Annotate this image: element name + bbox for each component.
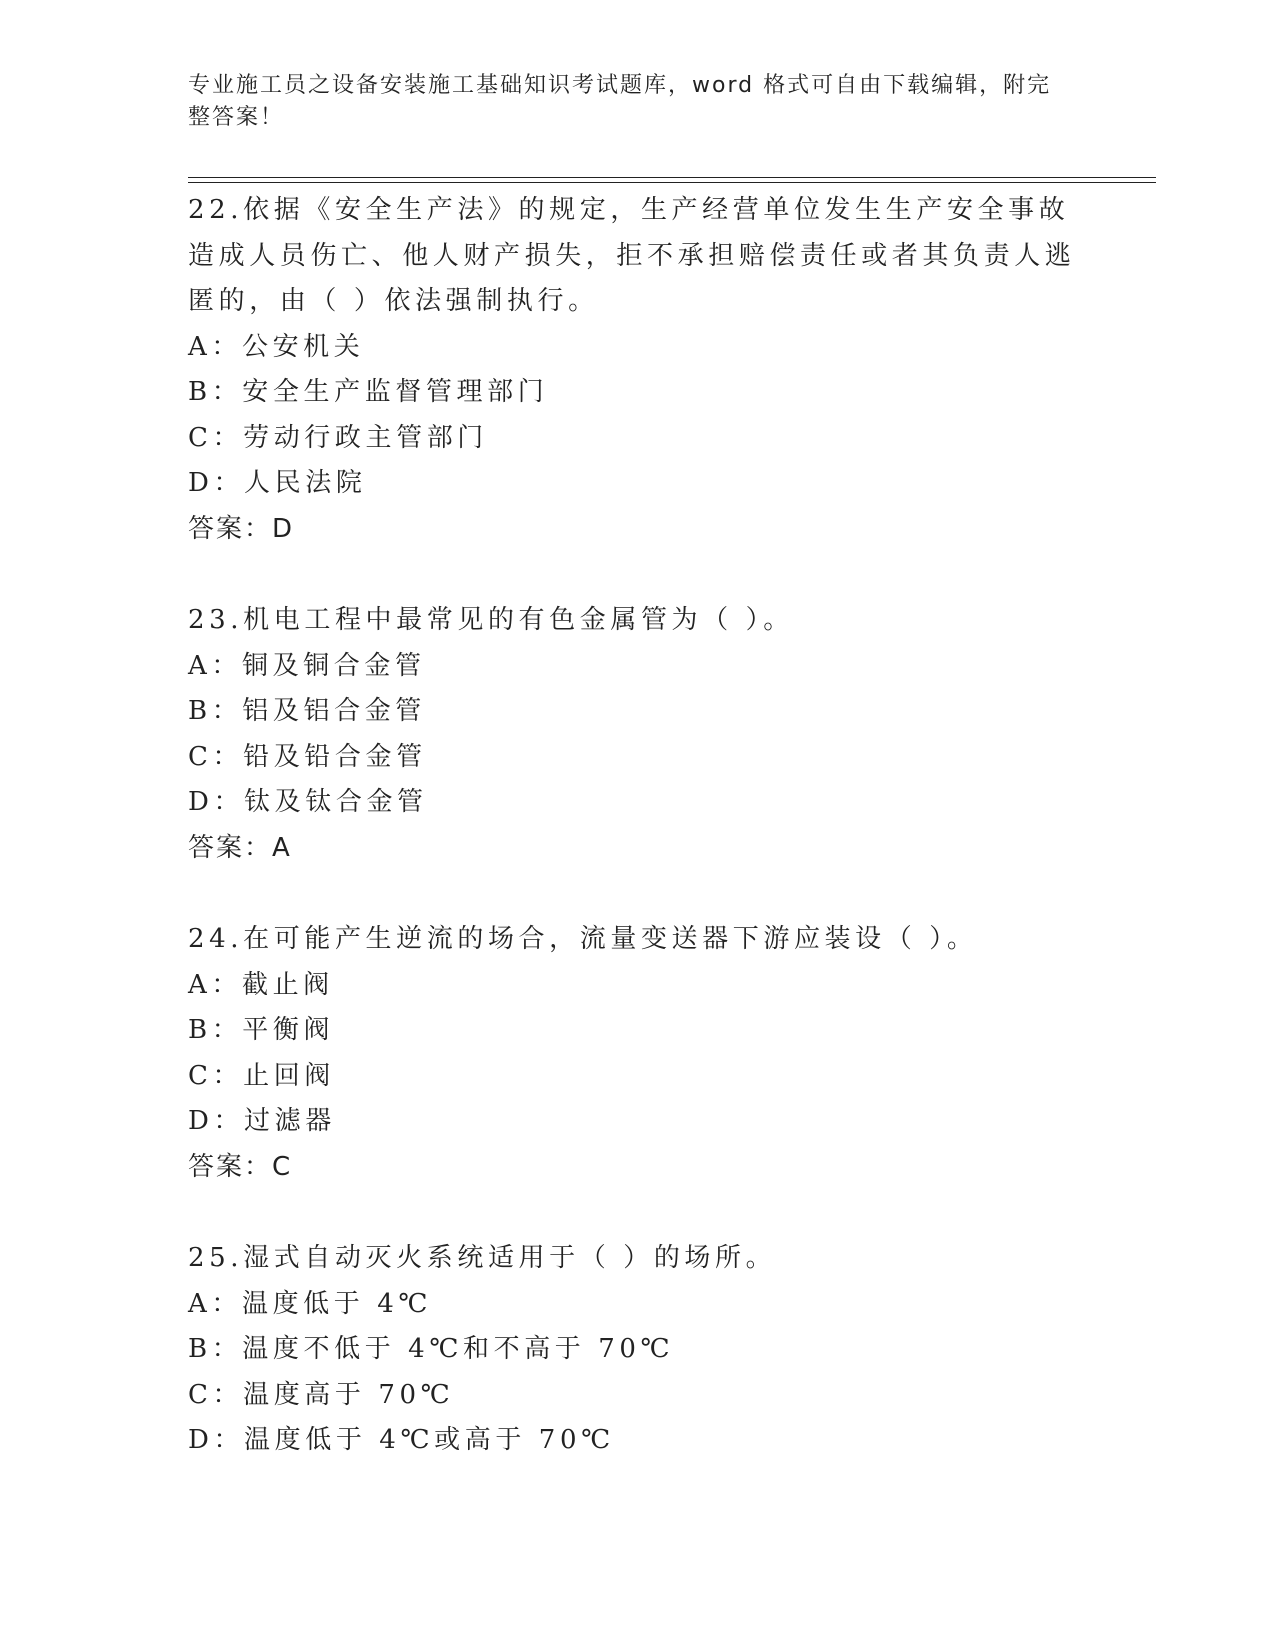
question-22: [188, 188, 1128, 552]
question-stem: 24.在可能产生逆流的场合，流量变送器下游应装设（ ）。: [188, 924, 978, 954]
question-24: [188, 917, 1128, 1190]
option-d: D：钛及钛合金管: [188, 787, 428, 817]
option-a: A：截止阀: [188, 969, 334, 1000]
question-stem: 23.机电工程中最常见的有色金属管为（ ）。: [188, 605, 794, 635]
option-b: B：温度不低于 4℃和不高于 70℃: [188, 1334, 675, 1364]
option-b: B：平衡阀: [188, 1015, 335, 1045]
question-list: [188, 188, 1128, 1510]
document-header: 专业施工员之设备安装施工基础知识考试题库，word 格式可自由下载编辑，附完整答案！: [188, 73, 1052, 130]
answer: 答案：A: [188, 832, 292, 863]
answer: 答案：C: [188, 1151, 293, 1182]
header-rule-top: [188, 177, 1156, 178]
option-c: C：止回阀: [188, 1060, 335, 1091]
option-c: C：温度高于 70℃: [188, 1379, 455, 1410]
option-b: B：铝及铝合金管: [188, 696, 426, 726]
question-stem: 25.湿式自动灭火系统适用于（ ）的场所。: [188, 1243, 777, 1273]
option-a: A：铜及铜合金管: [188, 650, 426, 681]
option-c: C：劳动行政主管部门: [188, 422, 488, 453]
question-25: [188, 1236, 1128, 1464]
option-a: A：公安机关: [188, 331, 365, 362]
option-d: D：过滤器: [188, 1106, 336, 1136]
header-rule-bottom: [188, 182, 1156, 183]
option-b: B：安全生产监督管理部门: [188, 377, 549, 407]
question-23: [188, 598, 1128, 871]
answer: 答案：D: [188, 513, 295, 544]
question-stem: 22.依据《安全生产法》的规定，生产经营单位发生生产安全事故造成人员伤亡、他人财产损失，拒不承担赔偿责任或者其负责人逃匿的，由（ ）依法强制执行。: [188, 195, 1076, 316]
option-d: D：人民法院: [188, 468, 367, 498]
option-a: A：温度低于 4℃: [188, 1288, 433, 1319]
option-c: C：铅及铅合金管: [188, 741, 427, 772]
option-d: D：温度低于 4℃或高于 70℃: [188, 1425, 615, 1455]
